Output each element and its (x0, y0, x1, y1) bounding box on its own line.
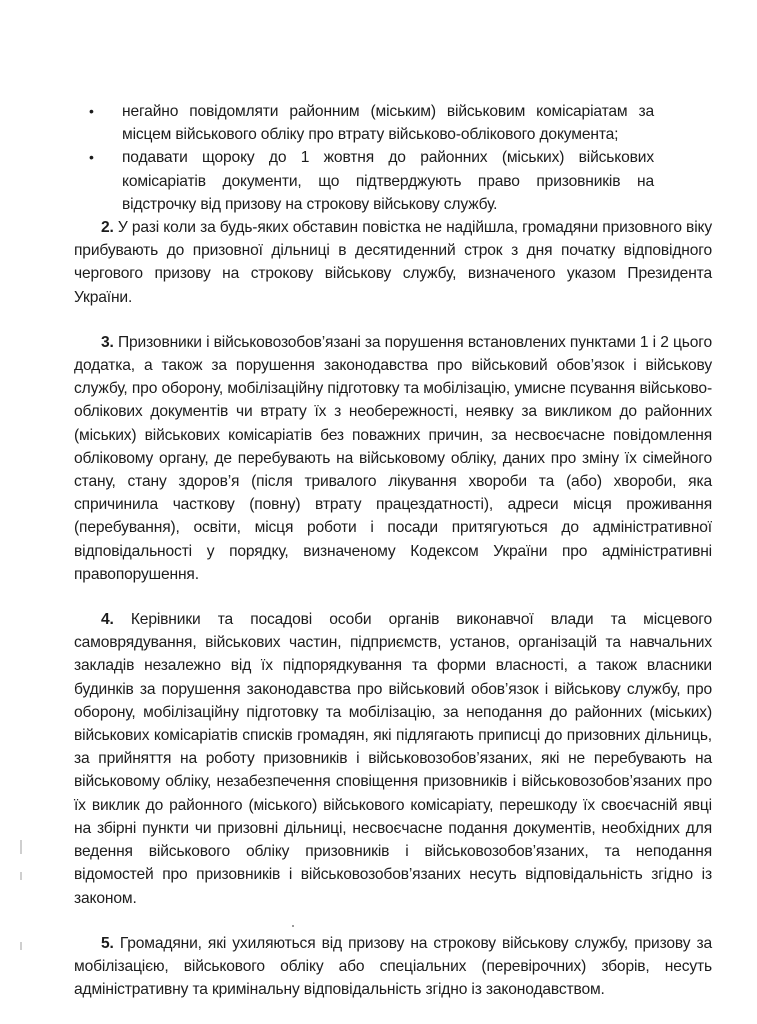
scan-artifact (20, 942, 22, 950)
obligations-list (50, 100, 712, 216)
paragraph-5 (74, 932, 712, 1002)
paragraph-number: 3. (101, 333, 114, 351)
paragraph-2 (74, 216, 712, 309)
paragraph-4 (74, 608, 712, 910)
list-item (89, 146, 654, 216)
bullet-icon: • (89, 103, 94, 119)
scan-artifact (20, 872, 22, 880)
paragraph-3 (74, 331, 712, 586)
paragraph-text: Громадяни, які ухиляються від призову на строкову військову службу, призову за мобілізацією, військового обліку або спеціальних (перевірочних) зборів, несуть адміністративну та кримінальну відповідальність згідно із законодавством. (74, 934, 712, 999)
paragraph-number: 2. (101, 219, 114, 237)
scan-artifact (20, 840, 22, 854)
bullet-icon: • (89, 149, 94, 166)
document-body (74, 100, 712, 1001)
page-mark (292, 925, 294, 927)
list-item (89, 100, 654, 146)
list-item-text: негайно повідомляти районним (міським) військовим комісаріатам за місцем військового обліку про втрату військово-облікового документа; (122, 103, 654, 144)
paragraph-text: Призовники і військовозобов’язані за порушення встановлених пунктами 1 і 2 цього додатка, а також за порушення законодавства про військовий обов’язок і військову службу, про оборону, мобілізаційну підготовку та мобілізацію, умисне псування військово-облікових документів чи втрату їх з необережності, неявку за викликом до районних (міських) військових комісаріатів без поважних причин, за несвоєчасне повідомлення обліковому органу, де перебувають на військовому обліку, даних про зміну їх сімейного стану, стану здоров’я (після тривалого лікування хвороби та (або) хвороби, яка спричинила часткову (повну) втрату працездатності), адреси місця проживання (перебування), освіти, місця роботи і посади притягуються до адміністративної відповідальності у порядку, визначеному Кодексом України про адміністративні правопорушення. (74, 333, 712, 583)
paragraph-text: Керівники та посадові особи органів виконавчої влади та місцевого самоврядування, військових частин, підприємств, установ, організацій та навчальних закладів незалежно від їх підпорядкування та форми власності, а також власники будинків за порушення законодавства про військовий обов’язок і військову службу, про оборону, мобілізаційну підготовку та мобілізацію, за неподання до районних (міських) військових комісаріатів списків громадян, які підлягають приписці до призовних дільниць, за прийняття на роботу призовників і військовозобов’язаних, які не перебувають на військовому обліку, незабезпечення сповіщення призовників і військовозобов’язаних про їх виклик до районного (міського) військового комісаріату, перешкоду їх своєчасній явці на збірні пункти чи призовні дільниці, несвоєчасне подання документів, необхідних для ведення військового обліку призовників і військовозобов’язаних, та неподання відомостей про призовників і військовозобов’язаних несуть відповідальність згідно із законом. (74, 611, 712, 907)
paragraph-number: 4. (101, 611, 114, 629)
paragraph-number: 5. (101, 934, 114, 952)
paragraph-text: У разі коли за будь-яких обставин повістка не надійшла, громадяни призовного віку прибувають до призовної дільниці в десятиденний строк з дня початку відповідного чергового призову на строкову військову службу, визначеного указом Президента України. (74, 219, 712, 306)
list-item-text: подавати щороку до 1 жовтня до районних (міських) військових комісаріатів документи, що підтверджують право призовників на відстрочку від призову на строкову військову службу. (122, 149, 654, 213)
